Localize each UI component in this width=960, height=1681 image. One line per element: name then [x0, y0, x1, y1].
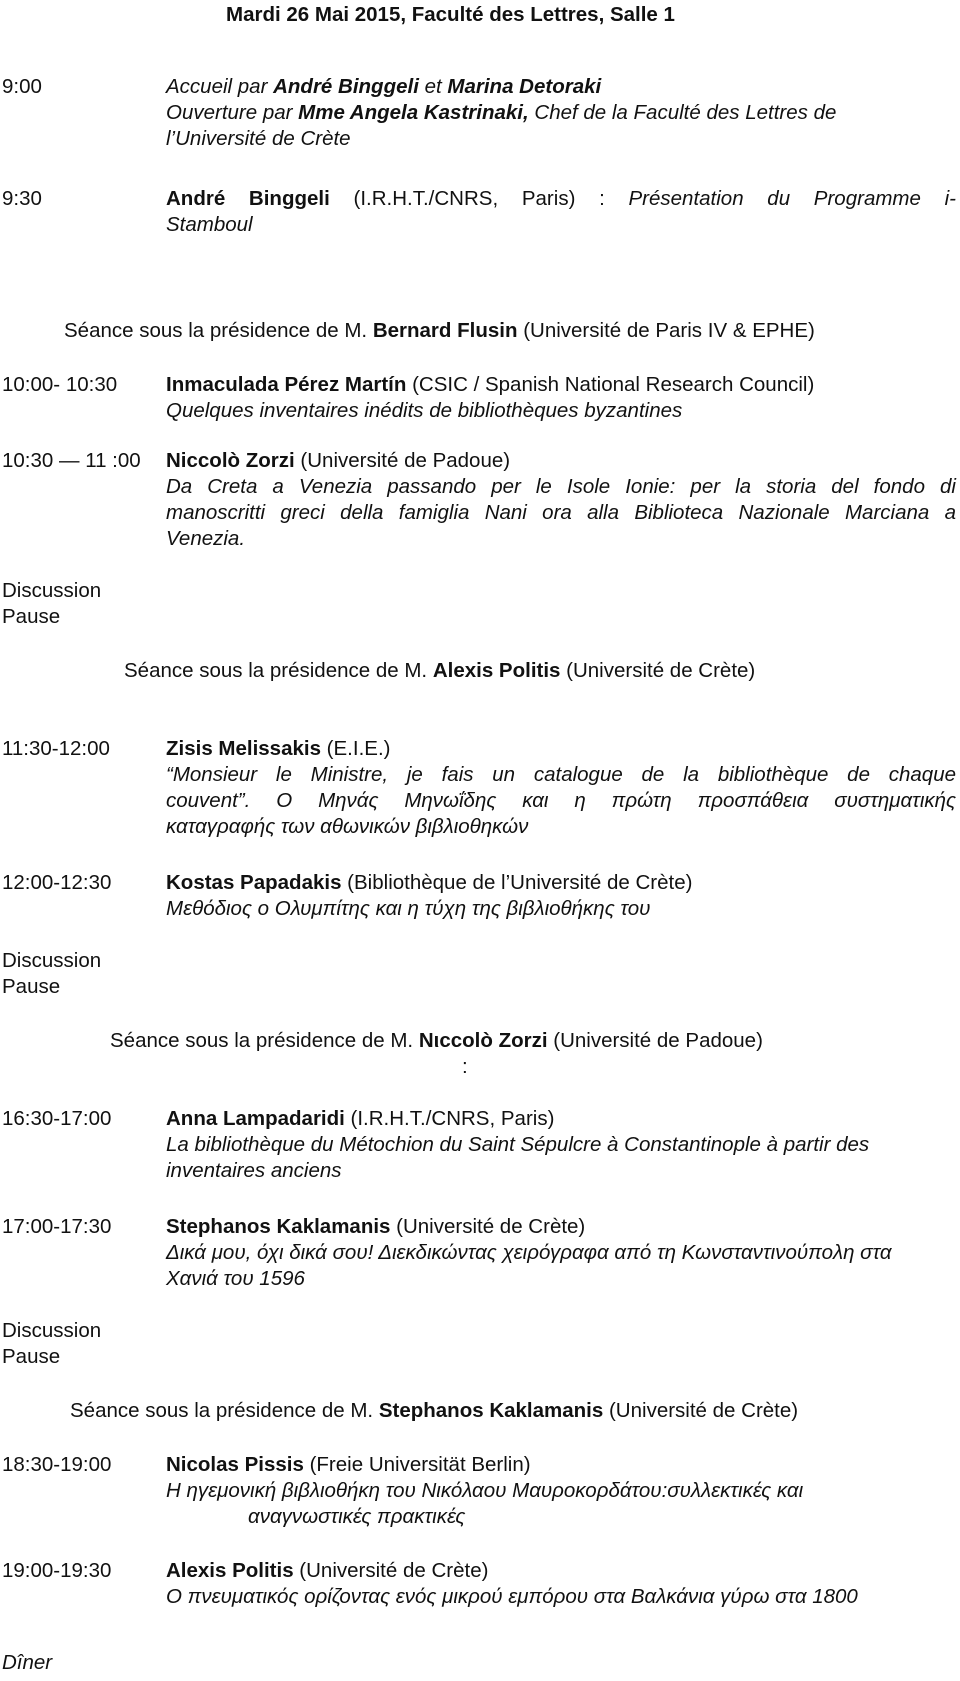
- speaker-affiliation: (I.R.H.T./CNRS, Paris) :: [353, 187, 629, 210]
- pause-label: Pause: [2, 1345, 61, 1368]
- talk-speaker: [166, 1214, 585, 1240]
- chair-name: Stephanos Kaklamanis: [378, 1399, 604, 1422]
- speaker-name: Inmaculada Pérez Martín: [166, 373, 407, 396]
- speaker-name: Nicolas Pissis: [166, 1453, 304, 1476]
- talk-speaker: [166, 1558, 488, 1584]
- speaker-affiliation: (Bibliothèque de l’Université de Crète): [341, 871, 693, 894]
- pause-label: Pause: [2, 975, 61, 998]
- talk-speaker: [166, 448, 510, 474]
- time-slot: 9:30: [2, 187, 42, 210]
- speaker-name: André Binggeli: [166, 187, 330, 210]
- discussion-label: Discussion: [2, 579, 102, 602]
- chair-name: Bernard Flusin: [372, 319, 518, 342]
- welcome-text: et: [418, 75, 448, 98]
- opening-address: [166, 100, 836, 126]
- opening-address-cont: l’Université de Crète: [166, 127, 351, 150]
- talk-title: Χανιά του 1596: [166, 1267, 305, 1290]
- talk-title: Ο πνευματικός ορίζοντας ενός μικρού εμπόρου στα Βαλκάνια γύρω στα 1800: [166, 1585, 858, 1608]
- discussion-label: Discussion: [2, 949, 102, 972]
- talk-speaker: [166, 1452, 531, 1478]
- speaker-name: André Binggeli: [273, 75, 419, 98]
- time-slot: 10:00- 10:30: [2, 373, 118, 396]
- time-slot: 11:30-12:00: [2, 737, 110, 760]
- session-heading: [70, 1398, 798, 1424]
- talk-title: manoscritti greci della famiglia Nani ora alla Biblioteca Nazionale Marciana a: [166, 501, 956, 524]
- speaker-affiliation: (I.R.H.T./CNRS, Paris): [344, 1107, 555, 1130]
- talk-title: Quelques inventaires inédits de bibliothèques byzantines: [166, 399, 683, 422]
- time-slot: 9:00: [2, 75, 42, 98]
- pause-label: Pause: [2, 605, 61, 628]
- chair-affiliation: (Université de Paris IV & EPHE): [517, 319, 815, 342]
- talk-speaker: [166, 736, 390, 762]
- speaker-name: Anna Lampadaridi: [166, 1107, 345, 1130]
- talk-speaker: [166, 372, 814, 398]
- talk-title: Η ηγεμονική βιβλιοθήκη του Νικόλαου Μαυροκορδάτου:συλλεκτικές και: [166, 1479, 804, 1502]
- time-slot: 17:00-17:30: [2, 1215, 112, 1238]
- talk-title: La bibliothèque du Métochion du Saint Sépulcre à Constantinople à partir des: [166, 1133, 870, 1156]
- talk-title: Da Creta a Venezia passando per le Isole Ionie: per la storia del fondo di: [166, 475, 956, 498]
- diner-label: Dîner: [2, 1651, 53, 1674]
- talk-title: αναγνωστικές πρακτικές: [248, 1505, 466, 1528]
- chair-name: Alexis Politis: [432, 659, 561, 682]
- talk-title: couvent”. Ο Μηνάς Μηνωΐδης και η πρώτη προσπάθεια συστηματικής: [166, 789, 956, 812]
- talk-title: Δικά μου, όχι δικά σου! Διεκδικώντας χειρόγραφα από τη Κωνσταντινούπολη στα: [166, 1241, 892, 1264]
- time-slot: 19:00-19:30: [2, 1559, 112, 1582]
- speaker-name: Niccolò Zorzi: [166, 449, 295, 472]
- speaker-affiliation: (Université de Crète): [390, 1215, 586, 1238]
- speaker-affiliation: (Université de Crète): [293, 1559, 489, 1582]
- heading-text: Séance sous la présidence de M.: [64, 319, 373, 342]
- session-heading: [124, 658, 755, 684]
- opening-welcome: [166, 74, 601, 100]
- chair-affiliation: (Université de Padoue): [547, 1029, 763, 1052]
- talk-speaker: [166, 870, 692, 896]
- speaker-name: Alexis Politis: [166, 1559, 294, 1582]
- opening-text: Chef de la Faculté des Lettres de: [528, 101, 837, 124]
- speaker-name: Marina Detoraki: [447, 75, 602, 98]
- talk-title: Venezia.: [166, 527, 246, 550]
- chair-name: Nιccolò Zorzi: [418, 1029, 548, 1052]
- discussion-label: Discussion: [2, 1319, 102, 1342]
- talk-title: inventaires anciens: [166, 1159, 342, 1182]
- speaker-name: Mme Angela Kastrinaki,: [298, 101, 529, 124]
- speaker-affiliation: (Freie Universität Berlin): [303, 1453, 531, 1476]
- time-slot: 10:30 — 11 :00: [2, 449, 141, 472]
- intro-line: [166, 186, 956, 212]
- heading-colon: :: [462, 1055, 468, 1078]
- speaker-affiliation: (Université de Padoue): [294, 449, 511, 472]
- talk-title-cont: Stamboul: [166, 213, 253, 236]
- speaker-name: Stephanos Kaklamanis: [166, 1215, 391, 1238]
- speaker-name: Zisis Melissakis: [166, 737, 321, 760]
- session-heading: [110, 1028, 763, 1054]
- time-slot: 18:30-19:00: [2, 1453, 112, 1476]
- welcome-text: Accueil par: [166, 75, 274, 98]
- heading-text: Séance sous la présidence de M.: [124, 659, 433, 682]
- heading-text: Séance sous la présidence de M.: [110, 1029, 419, 1052]
- talk-title: Μεθόδιος ο Ολυμπίτης και η τύχη της βιβλιοθήκης του: [166, 897, 651, 920]
- time-slot: 16:30-17:00: [2, 1107, 112, 1130]
- talk-title: Présentation du Programme i-: [628, 187, 956, 210]
- talk-title: καταγραφής των αθωνικών βιβλιοθηκών: [166, 815, 529, 838]
- talk-title: “Monsieur le Ministre, je fais un catalogue de la bibliothèque de chaque: [166, 763, 956, 786]
- heading-text: Séance sous la présidence de M.: [70, 1399, 379, 1422]
- opening-text: Ouverture par: [166, 101, 299, 124]
- talk-speaker: [166, 1106, 554, 1132]
- chair-affiliation: (Université de Crète): [603, 1399, 799, 1422]
- page-title: Mardi 26 Mai 2015, Faculté des Lettres, Salle 1: [226, 3, 675, 26]
- time-slot: 12:00-12:30: [2, 871, 112, 894]
- speaker-affiliation: (CSIC / Spanish National Research Council): [406, 373, 815, 396]
- chair-affiliation: (Université de Crète): [560, 659, 756, 682]
- session-heading: [64, 318, 815, 344]
- speaker-affiliation: (E.I.E.): [320, 737, 391, 760]
- speaker-name: Kostas Papadakis: [166, 871, 342, 894]
